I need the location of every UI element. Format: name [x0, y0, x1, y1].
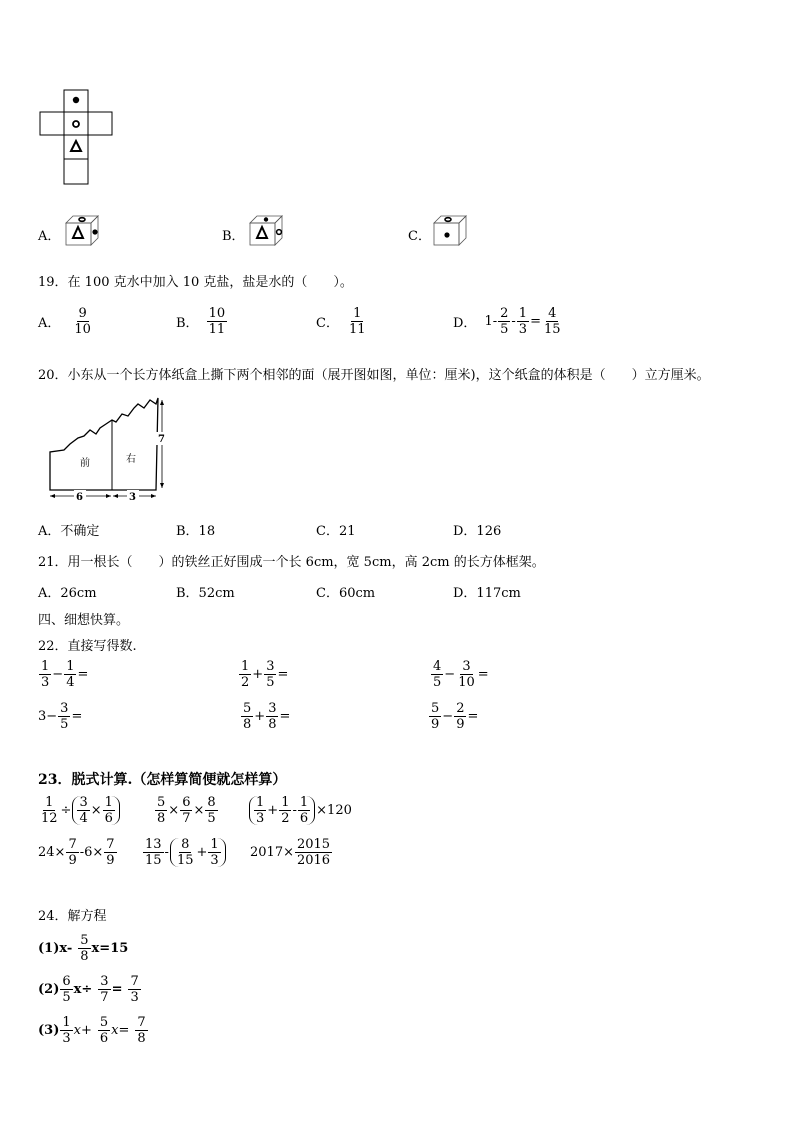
- q22-expr-6: $\frac{5}{9}$ − $\frac{2}{9}$ =: [431, 701, 479, 732]
- dot-icon: [92, 229, 97, 234]
- triangle-icon: [71, 141, 81, 151]
- ring-icon: [445, 218, 451, 222]
- option-a-label: A．: [38, 229, 61, 244]
- q22-stem: 22．直接写得数.: [38, 639, 137, 654]
- q21-option-a: A．26cm: [38, 586, 97, 601]
- front-face-label: 前: [80, 458, 90, 469]
- q23-expr-1: $\frac{1}{12}$ ÷ $\frac{3}{4}$ × $\frac{1}{6}$: [38, 796, 121, 825]
- triangle-icon: [257, 227, 267, 238]
- q23-expr-3: $\frac{1}{3}$ + $\frac{1}{2}$ - $\frac{1}{6}$ ×120: [248, 796, 352, 825]
- q21-option-c: C．60cm: [316, 586, 376, 601]
- q24-equation-2: (2) $\frac{6}{5}$ x÷ $\frac{3}{7}$ = $\frac{7}{3}$: [38, 974, 139, 1005]
- q21-stem: 21．用一根长（ ）的铁丝正好围成一个长 6cm，宽 5cm，高 2cm 的长方体框架。: [38, 555, 545, 570]
- ring-icon: [73, 121, 79, 127]
- q19-option-d: D． 1- $\frac{2}{5}$ - $\frac{1}{3}$ = $\frac{4}{15}$: [453, 306, 561, 337]
- q20-torn-box-figure: [40, 394, 170, 506]
- cube-option-a: [64, 214, 106, 248]
- q23-expr-6: 2017× $\frac{2015}{2016}$: [250, 837, 331, 868]
- q20-option-b: B．18: [176, 524, 216, 539]
- q19-option-a: A． $\frac{9}{10}$: [38, 306, 91, 337]
- q19-stem: 19．在 100 克水中加入 10 克盐，盐是水的（ ）。: [38, 275, 353, 290]
- triangle-icon: [73, 227, 83, 238]
- q22-expr-5: $\frac{5}{8}$ + $\frac{3}{8}$ =: [243, 701, 291, 732]
- q20-option-a: A．不确定: [38, 524, 100, 539]
- dot-icon: [264, 217, 268, 221]
- ring-icon: [79, 218, 85, 222]
- cube-option-c: [432, 214, 474, 248]
- q19-option-c: C． $\frac{1}{11}$: [316, 306, 366, 337]
- section-4-heading: 四、细想快算。: [38, 613, 130, 628]
- option-b-label: B．: [222, 229, 245, 244]
- q21-option-b: B．52cm: [176, 586, 235, 601]
- q22-expr-2: $\frac{1}{2}$ + $\frac{3}{5}$ =: [241, 659, 289, 690]
- width-label-6: 6: [76, 492, 83, 503]
- q24-equation-3: (3) $\frac{1}{3}$ x+ $\frac{5}{6}$ x= $\frac{7}{8}$: [38, 1015, 146, 1046]
- cube-option-b: [248, 214, 290, 248]
- dot-icon: [73, 97, 79, 103]
- q22-expr-3: $\frac{4}{5}$ − $\frac{3}{10}$ =: [433, 659, 489, 690]
- width-label-3: 3: [129, 492, 136, 503]
- option-c-label: C．: [408, 229, 431, 244]
- cube-net-figure: [38, 88, 116, 188]
- q22-expr-1: $\frac{1}{3}$ − $\frac{1}{4}$ =: [41, 659, 89, 690]
- q21-option-d: D．117cm: [453, 586, 521, 601]
- dot-icon: [444, 232, 449, 237]
- q22-expr-4: 3− $\frac{3}{5}$ =: [38, 701, 83, 732]
- q20-stem: 20．小东从一个长方体纸盒上撕下两个相邻的面（展开图如图，单位：厘米)，这个纸盒的体积是（ ）立方厘米。: [38, 368, 710, 383]
- q23-expr-2: $\frac{5}{8}$ × $\frac{6}{7}$ × $\frac{8}{5}$: [157, 795, 216, 826]
- right-face-label: 右: [126, 454, 136, 465]
- q20-option-d: D．126: [453, 524, 502, 539]
- q19-option-b: B． $\frac{10}{11}$: [176, 306, 226, 337]
- q23-expr-5: $\frac{13}{15}$ - $\frac{8}{15}$ + $\frac{1}{3}$: [142, 838, 227, 867]
- height-label-7: 7: [158, 434, 165, 445]
- q23-expr-4: 24× $\frac{7}{9}$ -6× $\frac{7}{9}$: [38, 837, 115, 868]
- q24-equation-1: (1)x- $\frac{5}{8}$ x=15: [38, 933, 129, 964]
- q24-stem: 24．解方程: [38, 909, 107, 924]
- ring-icon: [277, 230, 282, 235]
- q20-option-c: C．21: [316, 524, 356, 539]
- q23-stem: 23．脱式计算.（怎样算简便就怎样算）: [38, 772, 287, 788]
